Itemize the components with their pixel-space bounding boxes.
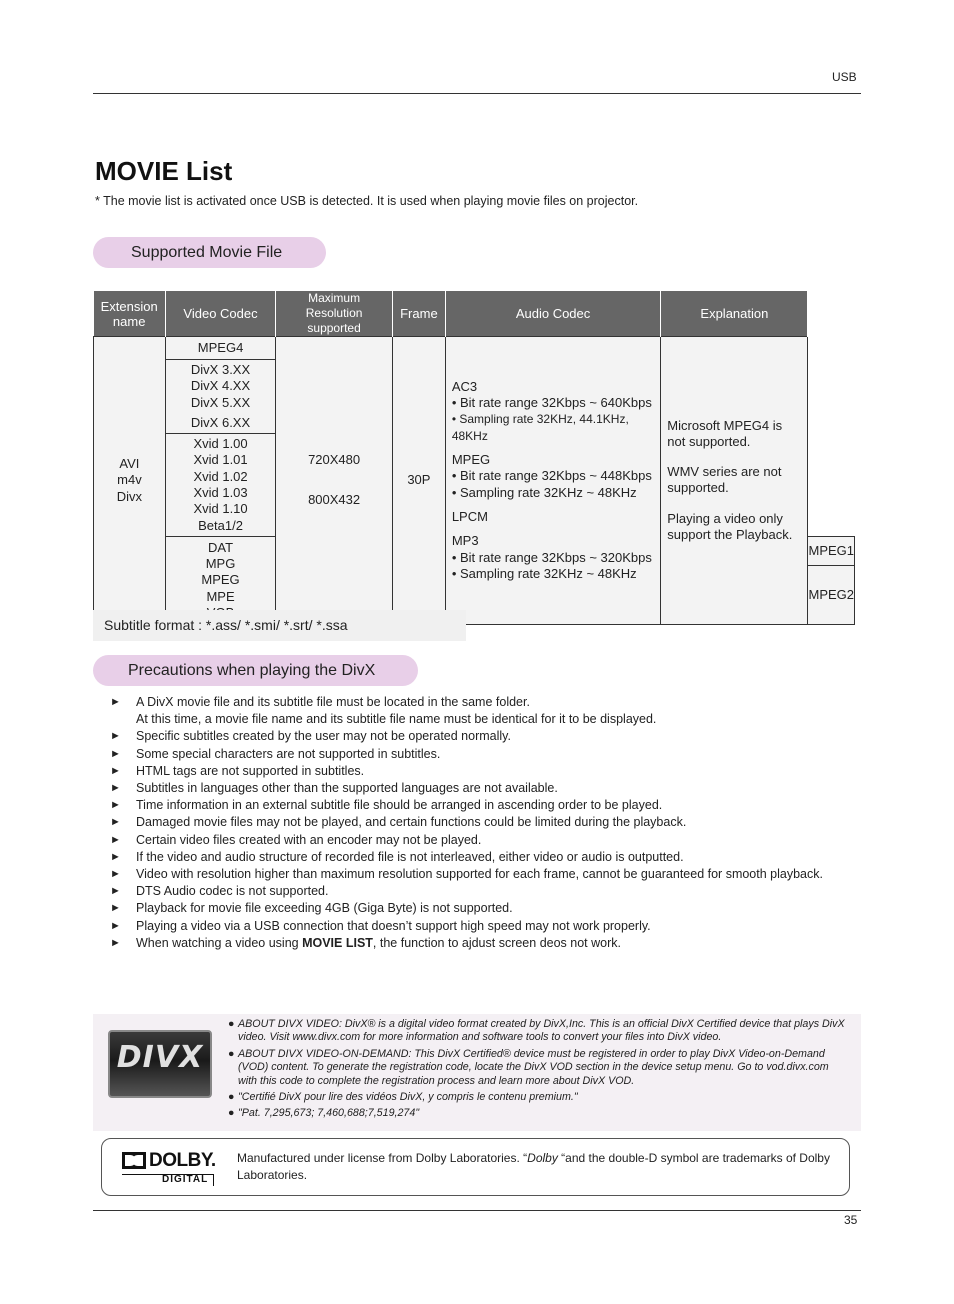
audio-mpeg-sampling: • Sampling rate 32KHz ~ 48KHz xyxy=(451,484,637,500)
arrow-bullet-icon: ► xyxy=(110,764,121,777)
frame-cell: 30P xyxy=(392,337,445,625)
list-item xyxy=(110,832,880,849)
explanation-wmv: WMV series are not supported. xyxy=(667,464,782,496)
audio-codec-cell xyxy=(445,337,660,625)
precautions-heading: Precautions when playing the DivX xyxy=(93,655,418,686)
codec-divx-5: DivX 5.XX xyxy=(190,394,251,410)
precaution-text: When watching a video using xyxy=(136,935,303,950)
precaution-text: If the video and audio structure of recorded file is not interleaved, either video or audio is outputted. xyxy=(136,849,684,864)
dolby-text-prefix: Manufactured under license from Dolby Laboratories. “ xyxy=(237,1151,528,1165)
divx-logo-text: DIVX xyxy=(116,1040,204,1075)
audio-codec-list xyxy=(452,379,656,582)
codec-divx-4: DivX 4.XX xyxy=(190,378,251,394)
dolby-license-text xyxy=(237,1150,837,1184)
precaution-text: Playback for movie file exceeding 4GB (Giga Byte) is not supported. xyxy=(136,901,513,916)
intro-text: * The movie list is activated once USB is detected. It is used when playing movie files on projector. xyxy=(95,194,639,208)
codec-xvid-101: Xvid 1.01 xyxy=(193,452,248,468)
codec-divx xyxy=(165,360,275,434)
list-item xyxy=(110,849,880,866)
precaution-text-suffix: , the function to ajdust screen deos not work. xyxy=(372,935,621,950)
subtitle-format: Subtitle format : *.ass/ *.smi/ *.srt/ *.ssa xyxy=(93,610,466,641)
list-item xyxy=(110,883,880,900)
bullet-dot-icon: ● xyxy=(228,1047,235,1060)
codec-xvid-103: Xvid 1.03 xyxy=(193,485,248,501)
arrow-bullet-icon: ► xyxy=(110,782,121,795)
audio-mp3-sampling: • Sampling rate 32KHz ~ 48KHz xyxy=(451,565,637,581)
divx-note: ABOUT DIVX VIDEO-ON-DEMAND: This DivX Certified® device must be registered in order to play DivX Video-on-Demand (VOD) content. To generate the registration code, locate the DivX VOD section in the device setup menu. Go to vod.divx.com with this code to complete the registration process and learn more about DivX VOD. xyxy=(238,1047,829,1087)
header-extension-name xyxy=(94,291,166,337)
audio-ac3-sampling: • Sampling rate 32KHz, 44.1KHz, 48KHz xyxy=(451,412,629,443)
list-item xyxy=(110,900,880,917)
arrow-bullet-icon: ► xyxy=(110,936,121,949)
arrow-bullet-icon: ► xyxy=(110,799,121,812)
codec-divx-6: DivX 6.XX xyxy=(190,414,251,430)
audio-mpeg-bitrate: • Bit rate range 32Kbps ~ 448Kbps xyxy=(451,468,652,484)
arrow-bullet-icon: ► xyxy=(110,868,121,881)
ext-dat: DAT xyxy=(208,539,234,555)
audio-mp3: MP3 xyxy=(451,533,479,549)
arrow-bullet-icon: ► xyxy=(110,816,121,829)
arrow-bullet-icon: ► xyxy=(110,747,121,760)
precaution-text: Certain video files created with an encoder may not be played. xyxy=(136,832,482,847)
list-item xyxy=(110,763,880,780)
precaution-text: Time information in an external subtitle file should be arranged in ascending order to be played. xyxy=(136,798,663,813)
divx-note: "Pat. 7,295,673; 7,460,688;7,519,274" xyxy=(238,1107,420,1120)
ext-m4v: m4v xyxy=(117,472,142,488)
audio-ac3: AC3 xyxy=(451,378,478,394)
divx-notes-list xyxy=(228,1018,846,1124)
header-max-resolution xyxy=(276,291,393,337)
bullet-dot-icon: ● xyxy=(228,1018,235,1030)
header-audio-codec: Audio Codec xyxy=(445,291,660,337)
audio-mpeg: MPEG xyxy=(451,452,491,468)
dolby-logo-sub: DIGITAL xyxy=(162,1174,209,1185)
precaution-text: Specific subtitles created by the user may not be operated normally. xyxy=(136,729,511,744)
ext-divx: Divx xyxy=(116,488,143,504)
bullet-dot-icon: ● xyxy=(228,1107,235,1120)
divx-note: "Certifié DivX pour lire des vidéos DivX, y compris le contenu premium." xyxy=(238,1091,578,1104)
extension-group-avi xyxy=(94,337,166,625)
arrow-bullet-icon: ► xyxy=(110,919,121,932)
section-label: USB xyxy=(832,70,857,84)
list-item xyxy=(228,1107,846,1120)
precaution-text: DTS Audio codec is not supported. xyxy=(136,884,329,899)
table-row xyxy=(94,337,855,360)
resolution-720x480: 720X480 xyxy=(308,452,361,468)
codec-mpeg2: MPEG2 xyxy=(808,586,854,602)
dolby-text-italic: Dolby xyxy=(527,1151,558,1165)
codec-mpeg-cell xyxy=(808,536,855,624)
arrow-bullet-icon: ► xyxy=(110,696,121,708)
list-item xyxy=(228,1018,846,1045)
header-frame: Frame xyxy=(392,291,445,337)
list-item xyxy=(110,780,880,797)
codec-divx-3: DivX 3.XX xyxy=(190,362,251,377)
explanation-playback: Playing a video only support the Playback. xyxy=(667,510,793,543)
precaution-text: A DivX movie file and its subtitle file must be located in the same folder. xyxy=(136,695,530,709)
ext-mpeg: MPEG xyxy=(201,572,240,588)
list-item xyxy=(110,814,880,831)
precaution-text: Subtitles in languages other than the supported languages are not available. xyxy=(136,781,558,796)
list-item xyxy=(228,1048,846,1088)
bullet-dot-icon: ● xyxy=(228,1091,235,1104)
supported-movie-file-heading: Supported Movie File xyxy=(93,237,326,268)
explanation-cell xyxy=(661,337,808,625)
divx-logo xyxy=(108,1030,212,1098)
list-item xyxy=(110,866,880,883)
list-item xyxy=(110,918,880,935)
precautions-list xyxy=(110,694,880,952)
header-rule xyxy=(93,93,861,94)
precaution-text: HTML tags are not supported in subtitles. xyxy=(136,763,365,778)
precaution-text: Video with resolution higher than maximum resolution supported for each frame, cannot be guaranteed for smooth playback. xyxy=(136,867,823,882)
page-number: 35 xyxy=(844,1213,858,1227)
codec-xvid-110: Xvid 1.10 Beta1/2 xyxy=(193,501,248,533)
header-ext-line1: Extension xyxy=(100,298,158,314)
header-ext-line2: name xyxy=(112,313,146,329)
explanation-mpeg4: Microsoft MPEG4 is not supported. xyxy=(667,417,783,449)
codec-xvid xyxy=(165,434,275,537)
precaution-text: Playing a video via a USB connection that doesn’t support high speed may not work properly. xyxy=(136,918,651,933)
arrow-bullet-icon: ► xyxy=(110,850,121,863)
codec-xvid-100: Xvid 1.00 xyxy=(193,436,248,452)
arrow-bullet-icon: ► xyxy=(110,730,121,743)
supported-format-table xyxy=(93,291,855,625)
codec-mpeg4: MPEG4 xyxy=(165,337,275,360)
audio-ac3-bitrate: • Bit rate range 32Kbps ~ 640Kbps xyxy=(451,395,652,411)
resolution-800x432: 800X432 xyxy=(308,492,361,508)
header-explanation: Explanation xyxy=(661,291,808,337)
header-max-res-line2: Resolution supported xyxy=(305,306,363,335)
dolby-logo-main: DOLBY. xyxy=(149,1150,216,1171)
dolby-digital-logo xyxy=(122,1150,214,1186)
ext-mpg: MPG xyxy=(205,556,236,572)
resolution-cell xyxy=(276,337,393,625)
list-item xyxy=(110,797,880,814)
header-max-res-line1: Maximum xyxy=(308,291,361,305)
list-item xyxy=(110,728,880,745)
arrow-bullet-icon: ► xyxy=(110,833,121,846)
precaution-text: Damaged movie files may not be played, and certain functions could be limited during the playback. xyxy=(136,815,687,830)
list-item xyxy=(110,746,880,763)
precaution-text: Some special characters are not supported in subtitles. xyxy=(136,746,441,761)
ext-mpe: MPE xyxy=(206,588,235,604)
audio-mp3-bitrate: • Bit rate range 32Kbps ~ 320Kbps xyxy=(451,549,652,565)
precaution-continuation: At this time, a movie file name and its subtitle file name must be identical for it to be displayed. xyxy=(136,712,657,727)
page-title: MOVIE List xyxy=(95,156,233,186)
audio-lpcm: LPCM xyxy=(451,508,488,524)
list-item xyxy=(110,935,880,952)
table-header-row xyxy=(94,291,855,337)
divx-note: ABOUT DIVX VIDEO: DivX® is a digital video format created by DivX,Inc. This is an official DivX Certified device that plays DivX video. Visit www.divx.com for more information and software tools to convert your files into DivX video. xyxy=(238,1018,845,1044)
list-item xyxy=(228,1091,846,1104)
precaution-bold: MOVIE LIST xyxy=(302,935,373,950)
arrow-bullet-icon: ► xyxy=(110,902,121,915)
header-video-codec: Video Codec xyxy=(165,291,275,337)
arrow-bullet-icon: ► xyxy=(110,885,121,898)
codec-xvid-102: Xvid 1.02 xyxy=(193,468,248,484)
ext-avi: AVI xyxy=(119,456,140,472)
codec-mpeg1: MPEG1 xyxy=(808,537,854,566)
dolby-text-suffix: “and the double-D symbol are trademarks of Dolby Laboratories. xyxy=(237,1151,830,1182)
list-item xyxy=(110,694,880,728)
footer-rule xyxy=(93,1210,861,1211)
